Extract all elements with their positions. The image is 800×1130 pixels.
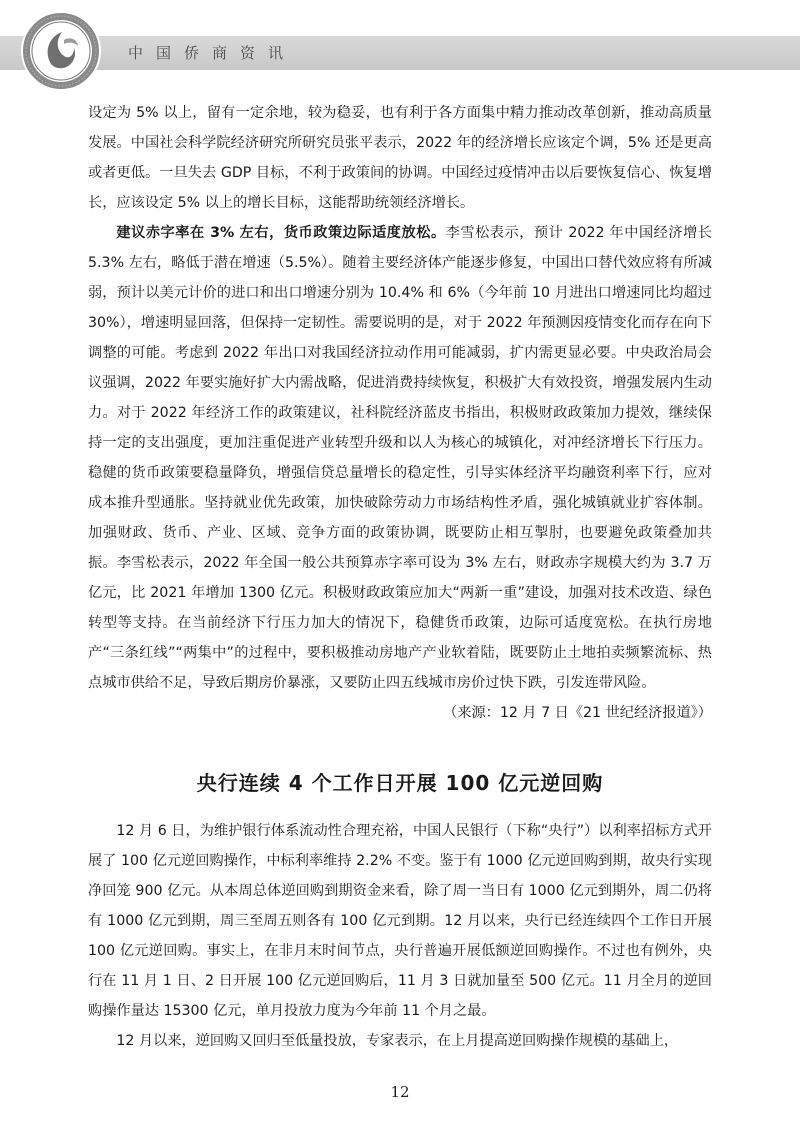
article2-paragraph-2: 12 月以来，逆回购又回归至低量投放，专家表示，在上月提高逆回购操作规模的基础上， (116, 1033, 679, 1049)
article1-paragraph-2 (88, 218, 712, 728)
header-band (0, 36, 800, 70)
article1-source: （来源：12 月 7 日《21 世纪经济报道》） (443, 705, 712, 721)
article2-paragraph-1: 12 月 6 日，为维护银行体系流动性合理充裕，中国人民银行（下称“央行”）以利率招标方式开展了 100 亿元逆回购操作，中标利率维持 2.2% 不变。鉴于有 1000 亿元逆回购到期，故央行实现净回笼 900 亿元。从本周总体逆回购到期资金来看，除了周一当日有 1000 亿元到期外，周二仍将有 1000 亿元到期，周三至周五则各有 100 亿元到期。12 月以来，央行已经连续四个工作日开展 100 亿元逆回购。事实上，在非月末时间节点，央行普遍开展低额逆回购操作。不过也有例外，央行在 11 月 1 日、2 日开展 100 亿元逆回购后，11 月 3 日就加量至 500 亿元。11 月全月的逆回购操作量达 15300 亿元，单月投放力度为今年前 11 个月之最。 (88, 823, 712, 1019)
article1-paragraph-1: 设定为 5% 以上，留有一定余地，较为稳妥，也有利于各方面集中精力推动改革创新，推动高质量发展。中国社会科学院经济研究所研究员张平表示，2022 年的经济增长应该定个调，5% 还是更高或者更低。一旦失去 GDP 目标，不利于政策间的协调。中国经过疫情冲击以后要恢复信心、恢复增长，应该设定 5% 以上的增长目标，这能帮助统领经济增长。 (88, 105, 712, 211)
page-number: 12 (390, 1083, 410, 1101)
article1-paragraph-2-lead: 建议赤字率在 3% 左右，货币政策边际适度放松。 (116, 225, 446, 241)
article1-paragraph-2-body: 李雪松表示，预计 2022 年中国经济增长 5.3% 左右，略低于潜在增速（5.5%）。随着主要经济体产能逐步修复，中国出口替代效应将有所减弱，预计以美元计价的进口和出口增速分别为 10.4% 和 6%（今年前 10 月进出口增速同比均超过 30%），增速明显回落，但保持一定韧性。需要说明的是，对于 2022 年预测因疫情变化而存在向下调整的可能。考虑到 2022 年出口对我国经济拉动作用可能减弱，扩内需更显必要。中央政治局会议强调，2022 年要实施好扩大内需战略，促进消费持续恢复，积极扩大有效投资，增强发展内生动力。对于 2022 年经济工作的政策建议，社科院经济蓝皮书指出，积极财政政策加力提效，继续保持一定的支出强度，更加注重促进产业转型升级和以人为核心的城镇化，对冲经济增长下行压力。稳健的货币政策要稳量降负，增强信贷总量增长的稳定性，引导实体经济平均融资利率下行，应对成本推升型通胀。坚持就业优先政策，加快破除劳动力市场结构性矛盾，强化城镇就业扩容体制。加强财政、货币、产业、区域、竞争方面的政策协调，既要防止相互掣肘，也要避免政策叠加共振。李雪松表示，2022 年全国一般公共预算赤字率可设为 3% 左右，财政赤字规模大约为 3.7 万亿元，比 2021 年增加 1300 亿元。积极财政政策应加大“两新一重”建设，加强对技术改造、绿色转型等支持。在当前经济下行压力加大的情况下，稳健货币政策，边际可适度宽松。在执行房地产“三条红线”“两集中”的过程中，要积极推动房地产产业软着陆，既要防止土地拍卖频繁流标、热点城市供给不足，导致后期房价暴涨，又要防止四五线城市房价过快下跌，引发连带风险。 (88, 225, 712, 691)
article2-title: 央行连续 4 个工作日开展 100 亿元逆回购 (196, 771, 604, 795)
page-content (88, 98, 712, 1056)
header-title: 中国侨商资讯 (128, 44, 297, 62)
federation-logo (20, 10, 102, 92)
